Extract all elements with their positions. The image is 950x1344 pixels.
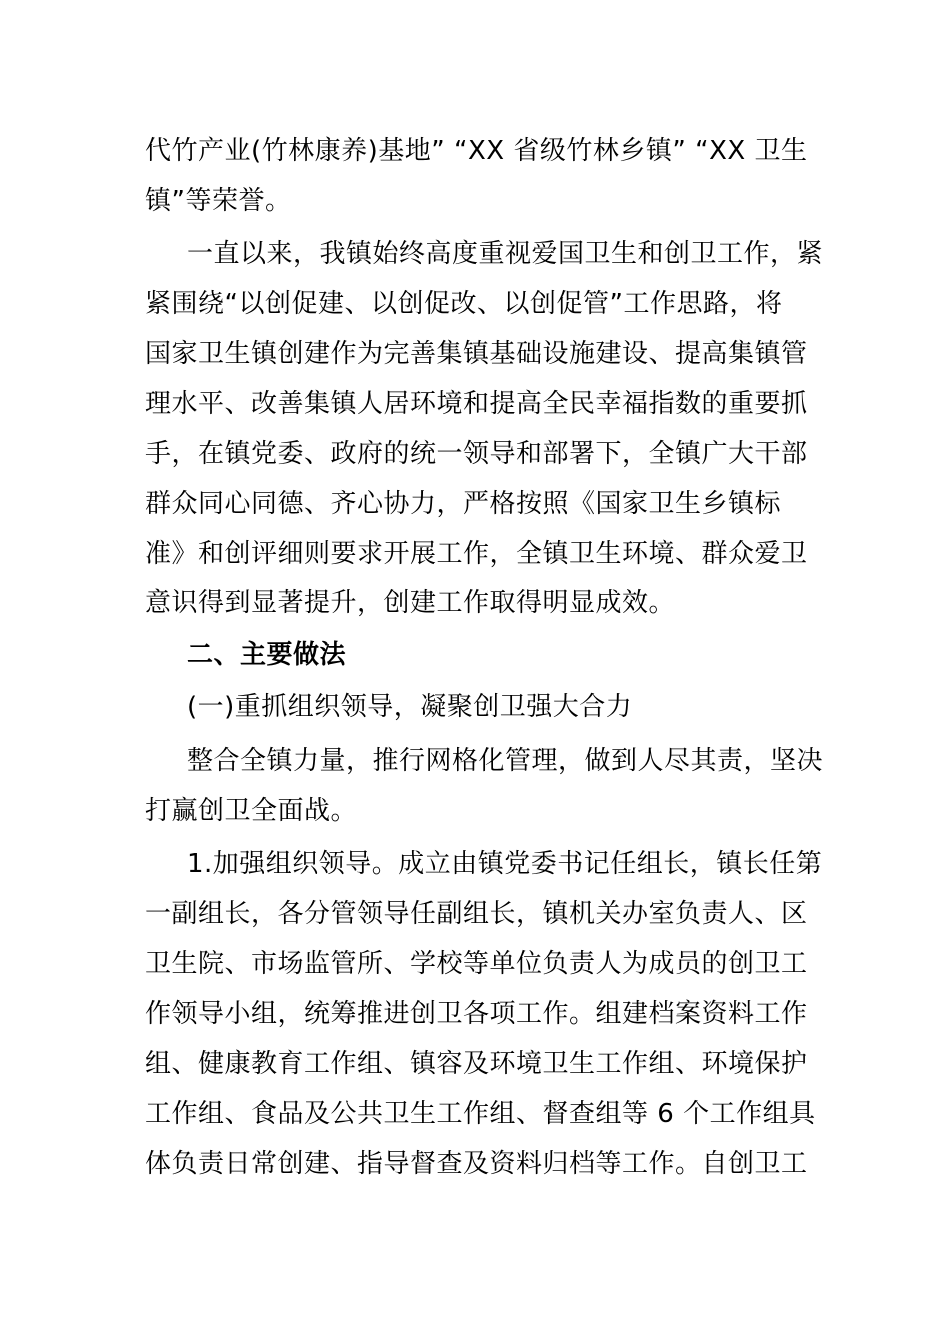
paragraph-start-line: 一直以来，我镇始终高度重视爱国卫生和创卫工作，紧 xyxy=(187,239,824,269)
text-line: 卫生院、市场监管所、学校等单位负责人为成员的创卫工 xyxy=(145,949,808,979)
text-line: 组、健康教育工作组、镇容及环境卫生工作组、环境保护 xyxy=(145,1049,808,1079)
text-line: 国家卫生镇创建作为完善集镇基础设施建设、提高集镇管 xyxy=(145,339,808,369)
text-line: 群众同心同德、齐心协力，严格按照《国家卫生乡镇标 xyxy=(145,489,782,519)
text-line: 手，在镇党委、政府的统一领导和部署下，全镇广大干部 xyxy=(145,439,808,469)
text-line: 镇”等荣誉。 xyxy=(145,186,292,216)
paragraph-start-line: 整合全镇力量，推行网格化管理，做到人尽其责，坚决 xyxy=(187,746,824,776)
text-line: 一副组长，各分管领导任副组长，镇机关办室负责人、区 xyxy=(145,899,808,929)
subsection-heading: (一)重抓组织领导，凝聚创卫强大合力 xyxy=(187,692,633,722)
text-line: 意识得到显著提升，创建工作取得明显成效。 xyxy=(145,588,676,618)
text-line: 准》和创评细则要求开展工作，全镇卫生环境、群众爱卫 xyxy=(145,539,808,569)
text-line: 工作组、食品及公共卫生工作组、督查组等 6 个工作组具 xyxy=(145,1099,816,1129)
text-line: 打赢创卫全面战。 xyxy=(145,796,358,826)
text-line: 作领导小组，统筹推进创卫各项工作。组建档案资料工作 xyxy=(145,999,808,1029)
section-heading: 二、主要做法 xyxy=(187,640,347,670)
text-line: 体负责日常创建、指导督查及资料归档等工作。自创卫工 xyxy=(145,1149,808,1179)
text-line: 理水平、改善集镇人居环境和提高全民幸福指数的重要抓 xyxy=(145,389,808,419)
text-line: 代竹产业(竹林康养)基地” “XX 省级竹林乡镇” “XX 卫生 xyxy=(145,136,808,166)
text-line: 紧围绕“以创促建、以创促改、以创促管”工作思路，将 xyxy=(145,289,783,319)
paragraph-start-line: 1.加强组织领导。成立由镇党委书记任组长，镇长任第 xyxy=(187,849,823,879)
